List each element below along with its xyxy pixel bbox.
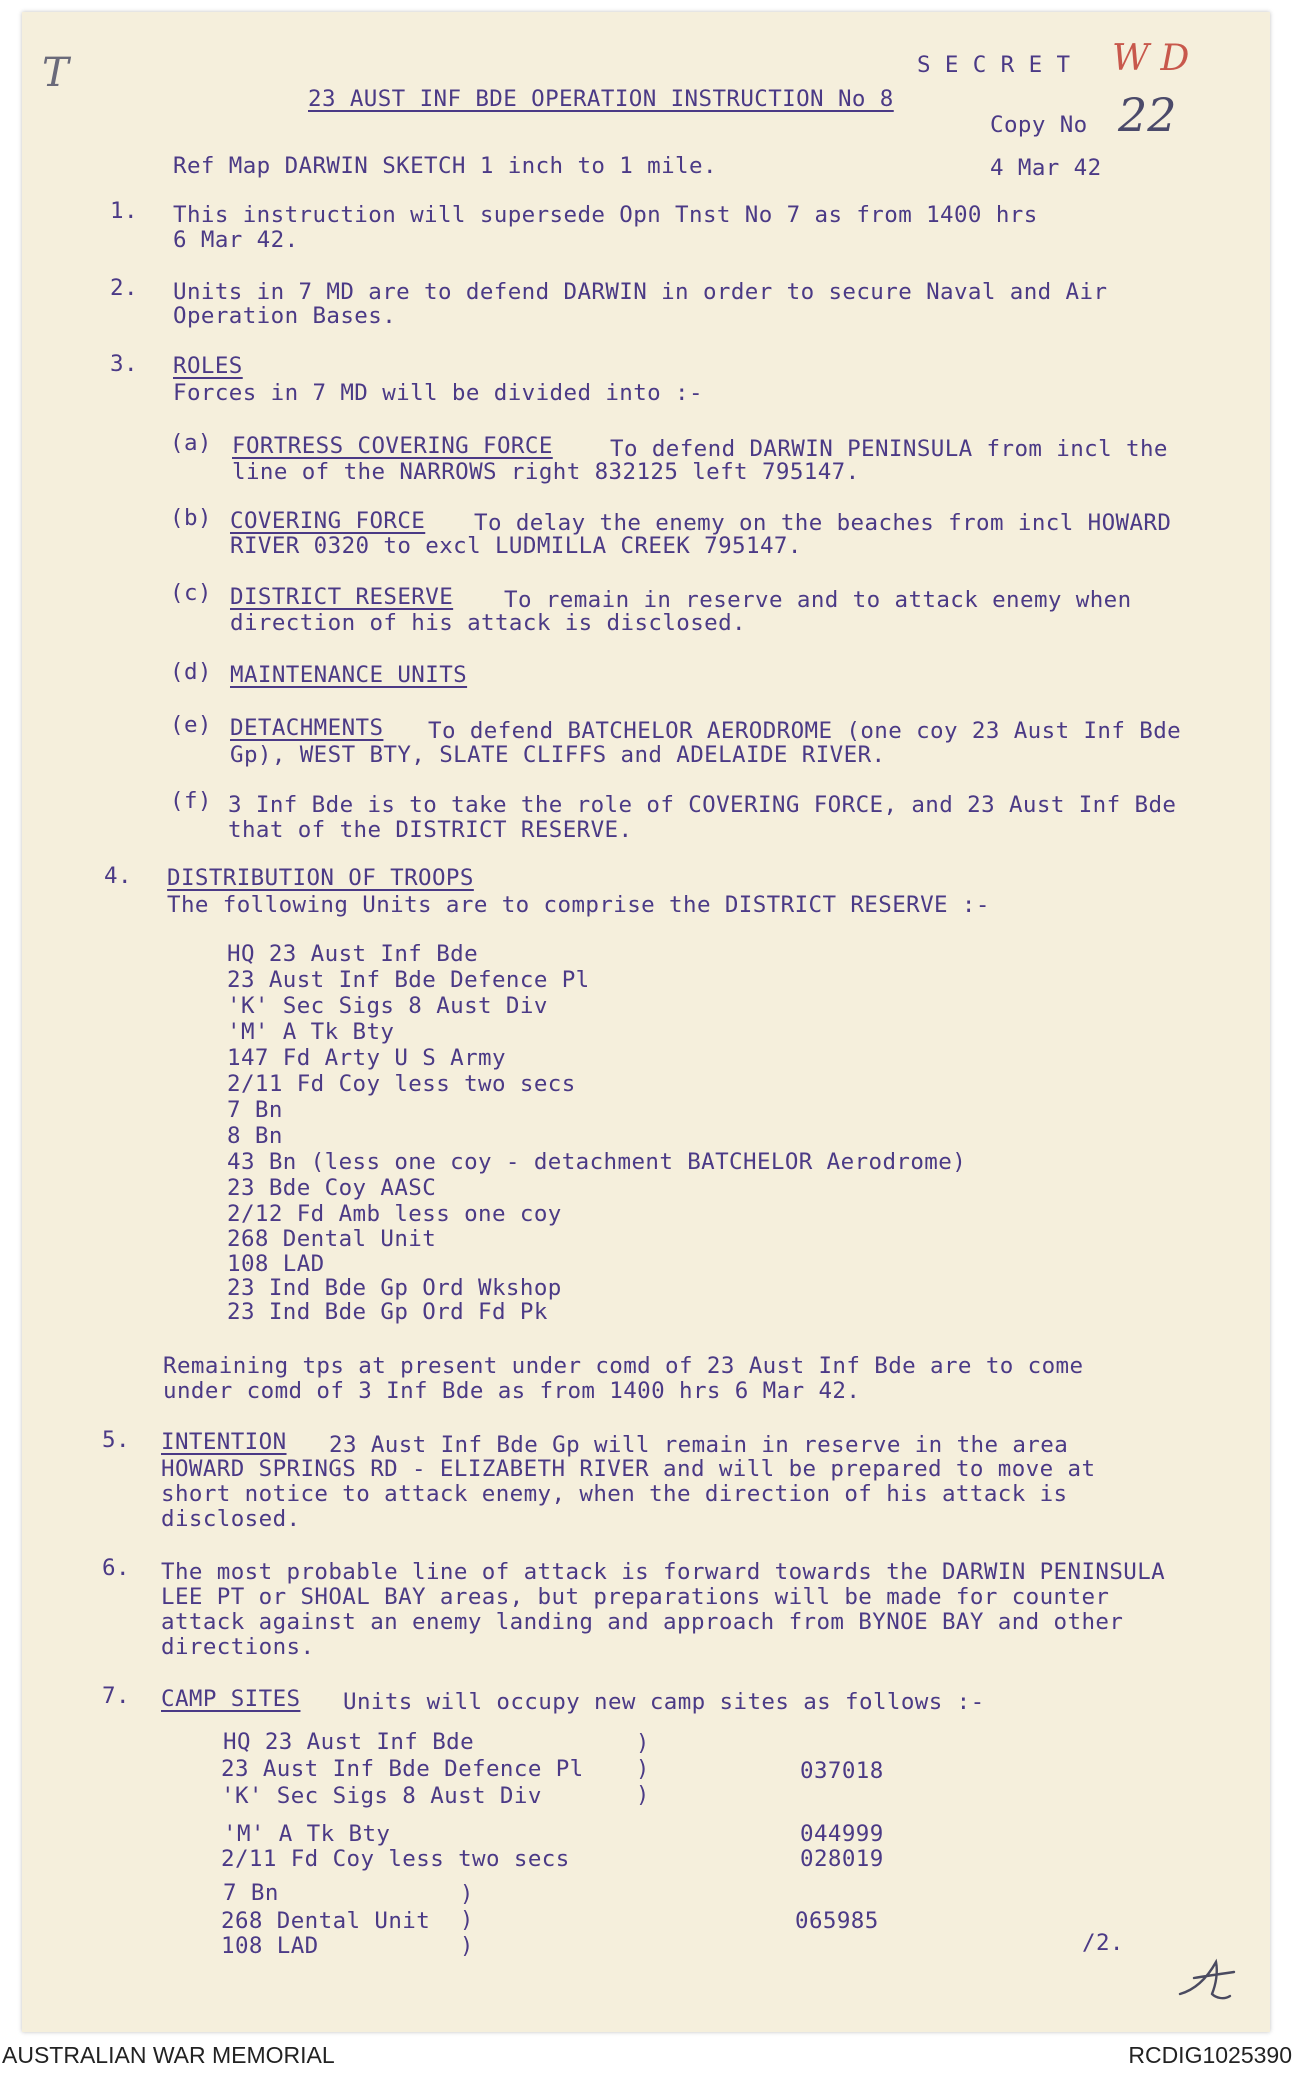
intention-line: disclosed. xyxy=(161,1506,301,1532)
unit-line: 23 Aust Inf Bde Defence Pl xyxy=(227,967,590,993)
unit-line: HQ 23 Aust Inf Bde xyxy=(227,941,479,967)
role-b-line: RIVER 0320 to excl LUDMILLA CREEK 795147. xyxy=(230,533,802,559)
para-6-line: directions. xyxy=(161,1634,315,1660)
distribution-intro: The following Units are to comprise the DISTRICT RESERVE :- xyxy=(167,892,990,918)
role-b-heading: COVERING FORCE xyxy=(230,508,426,534)
camp-unit: HQ 23 Aust Inf Bde xyxy=(223,1729,475,1755)
unit-line: 23 Bde Coy AASC xyxy=(227,1175,437,1201)
role-d-heading: MAINTENANCE UNITS xyxy=(230,662,468,688)
bracket-mark: ) xyxy=(460,1882,474,1907)
bracket-mark: ) xyxy=(460,1908,474,1933)
para-2-line: Units in 7 MD are to defend DARWIN in order to secure Naval and Air xyxy=(173,279,1108,305)
unit-line: 268 Dental Unit xyxy=(227,1226,437,1252)
distribution-heading: DISTRIBUTION OF TROOPS xyxy=(167,865,474,891)
camp-unit: 23 Aust Inf Bde Defence Pl xyxy=(221,1756,584,1782)
handwritten-wd: W D xyxy=(1112,38,1190,79)
role-f-line: that of the DISTRICT RESERVE. xyxy=(228,817,633,843)
copy-label: Copy No xyxy=(990,112,1088,138)
handwritten-margin-mark: T xyxy=(42,50,69,96)
map-reference: 028019 xyxy=(800,1846,884,1872)
bracket-mark: ) xyxy=(636,1783,650,1808)
map-reference: 044999 xyxy=(800,1821,884,1847)
ref-map: Ref Map DARWIN SKETCH 1 inch to 1 mile. xyxy=(173,153,717,179)
unit-line: 108 LAD xyxy=(227,1251,325,1277)
role-c-line: direction of his attack is disclosed. xyxy=(230,610,747,636)
para-1-number: 1. xyxy=(110,198,138,224)
unit-line: 2/12 Fd Amb less one coy xyxy=(227,1201,562,1227)
unit-line: 7 Bn xyxy=(227,1097,283,1123)
camp-unit: 2/11 Fd Coy less two secs xyxy=(221,1846,570,1872)
para-1-line: 6 Mar 42. xyxy=(173,227,299,253)
para-2-number: 2. xyxy=(110,275,138,301)
document-date: 4 Mar 42 xyxy=(990,155,1102,181)
unit-line: 2/11 Fd Coy less two secs xyxy=(227,1071,576,1097)
role-c-label: (c) xyxy=(170,580,212,606)
role-c-heading: DISTRICT RESERVE xyxy=(230,584,454,610)
roles-intro: Forces in 7 MD will be divided into :- xyxy=(173,380,703,406)
para-6-line: The most probable line of attack is forward towards the DARWIN PENINSULA xyxy=(161,1559,1166,1585)
para-5-number: 5. xyxy=(102,1427,130,1453)
camp-unit: 7 Bn xyxy=(223,1880,279,1906)
unit-line: 43 Bn (less one coy - detachment BATCHELOR Aerodrome) xyxy=(227,1149,967,1175)
role-d-label: (d) xyxy=(170,659,212,685)
para-6-line: LEE PT or SHOAL BAY areas, but preparations will be made for counter xyxy=(161,1584,1110,1610)
role-e-heading: DETACHMENTS xyxy=(230,715,384,741)
role-e-line: To defend BATCHELOR AERODROME (one coy 23 Aust Inf Bde xyxy=(428,718,1182,744)
para-2-line: Operation Bases. xyxy=(173,303,397,329)
roles-heading: ROLES xyxy=(173,353,243,379)
map-reference: 037018 xyxy=(800,1758,884,1784)
para-3-number: 3. xyxy=(110,351,138,377)
footer-left: AUSTRALIAN WAR MEMORIAL xyxy=(2,2042,335,2068)
camp-sites-heading: CAMP SITES xyxy=(161,1686,301,1712)
unit-line: 147 Fd Arty U S Army xyxy=(227,1045,506,1071)
camp-sites-intro: Units will occupy new camp sites as follows :- xyxy=(343,1689,985,1715)
role-c-line: To remain in reserve and to attack enemy when xyxy=(504,587,1132,613)
remaining-troops-line: under comd of 3 Inf Bde as from 1400 hrs 6 Mar 42. xyxy=(163,1378,861,1404)
intention-heading: INTENTION xyxy=(161,1429,287,1455)
handwritten-initials-icon xyxy=(1172,1950,1242,2006)
role-f-line: 3 Inf Bde is to take the role of COVERING FORCE, and 23 Aust Inf Bde xyxy=(228,792,1177,818)
para-6-line: attack against an enemy landing and approach from BYNOE BAY and other xyxy=(161,1609,1124,1635)
unit-line: 8 Bn xyxy=(227,1123,283,1149)
copy-number: 22 xyxy=(1118,88,1177,142)
para-7-number: 7. xyxy=(102,1683,130,1709)
role-a-label: (a) xyxy=(170,430,212,456)
camp-unit: 268 Dental Unit xyxy=(221,1908,431,1934)
camp-unit: 'K' Sec Sigs 8 Aust Div xyxy=(221,1783,542,1809)
bracket-mark: ) xyxy=(636,1757,650,1782)
role-e-label: (e) xyxy=(170,712,212,738)
secret-marking: S E C R E T xyxy=(917,52,1071,78)
document-title: 23 AUST INF BDE OPERATION INSTRUCTION No 8 xyxy=(308,86,894,112)
para-4-number: 4. xyxy=(104,863,132,889)
footer-right: RCDIG1025390 xyxy=(1128,2042,1292,2068)
camp-unit: 'M' A Tk Bty xyxy=(223,1821,391,1847)
role-a-heading: FORTRESS COVERING FORCE xyxy=(232,433,553,459)
map-reference: 065985 xyxy=(795,1908,879,1934)
intention-line: 23 Aust Inf Bde Gp will remain in reserve in the area xyxy=(329,1432,1069,1458)
role-f-label: (f) xyxy=(170,788,212,814)
role-b-label: (b) xyxy=(170,505,212,531)
role-a-line: line of the NARROWS right 832125 left 795147. xyxy=(232,459,860,485)
bracket-mark: ) xyxy=(636,1731,650,1756)
intention-line: HOWARD SPRINGS RD - ELIZABETH RIVER and will be prepared to move at xyxy=(161,1456,1096,1482)
page-continuation-marker: /2. xyxy=(1082,1930,1124,1956)
camp-unit: 108 LAD xyxy=(221,1933,319,1959)
bracket-mark: ) xyxy=(460,1934,474,1959)
unit-line: 'K' Sec Sigs 8 Aust Div xyxy=(227,993,548,1019)
unit-line: 'M' A Tk Bty xyxy=(227,1019,395,1045)
unit-line: 23 Ind Bde Gp Ord Fd Pk xyxy=(227,1299,548,1325)
para-6-number: 6. xyxy=(102,1555,130,1581)
unit-line: 23 Ind Bde Gp Ord Wkshop xyxy=(227,1275,562,1301)
para-1-line: This instruction will supersede Opn Tnst No 7 as from 1400 hrs xyxy=(173,202,1038,228)
role-a-line: To defend DARWIN PENINSULA from incl the xyxy=(610,436,1168,462)
remaining-troops-line: Remaining tps at present under comd of 23 Aust Inf Bde are to come xyxy=(163,1353,1084,1379)
role-e-line: Gp), WEST BTY, SLATE CLIFFS and ADELAIDE RIVER. xyxy=(230,742,886,768)
role-b-line: To delay the enemy on the beaches from incl HOWARD xyxy=(474,510,1172,536)
intention-line: short notice to attack enemy, when the direction of his attack is xyxy=(161,1481,1068,1507)
